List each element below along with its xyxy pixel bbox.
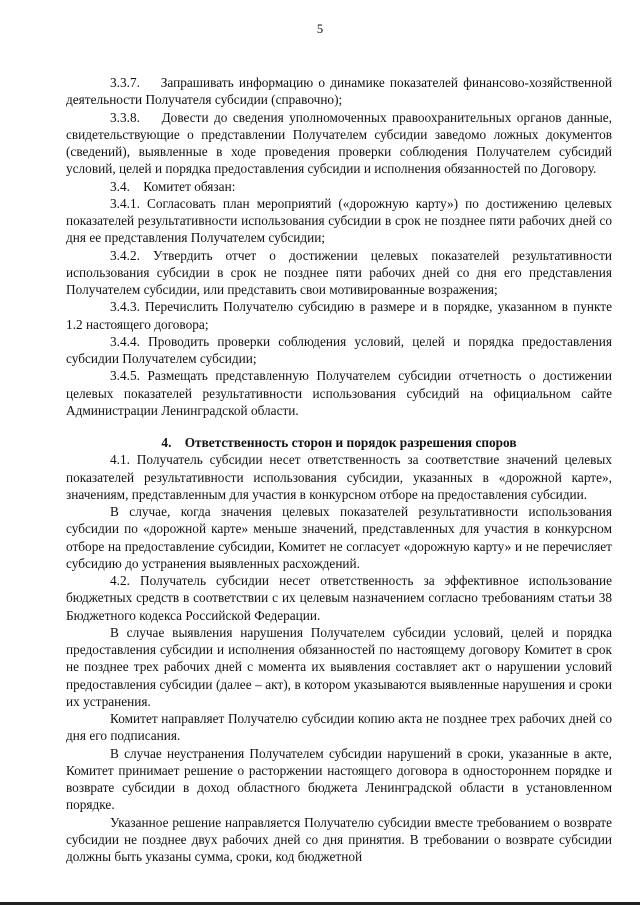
- paragraph-3-3-8: 3.3.8. Довести до сведения уполномоченных правоохранительных органов данные, свидетельствующие о представлении Получателем субсидии заведомо ложных документов (сведений), выявленные в ходе проведения проверки соблюдения Получателем субсидий условий, целей и порядка предоставления субсидии и исполнения обязанностей по Договору.: [66, 109, 612, 177]
- paragraph-4-1: 4.1. Получатель субсидии несет ответственность за соответствие значений целевых показателей результативности использования субсидии, указанных в «дорожной карте», значениям, представленным для участия в конкурсном отборе на предоставления субсидии.: [66, 452, 612, 502]
- paragraph-4-2-violation: В случае выявления нарушения Получателем субсидии условий, целей и порядка предоставления субсидии и исполнения обязанностей по настоящему договору Комитет в срок не позднее трех рабочих дней с момента их выявления составляет акт о нарушении условий предоставления субсидии (далее – акт), в котором указываются выявленные нарушения и сроки их устранения.: [66, 624, 612, 709]
- document-body: [66, 74, 612, 865]
- page-number: 5: [316, 22, 324, 36]
- paragraph-4-2-termination: В случае неустранения Получателем субсидии нарушений в сроки, указанные в акте, Комитет принимает решение о расторжении настоящего договора в одностороннем порядке и возврате субсидии в доход областного бюджета Ленинградской области в установленном порядке.: [66, 745, 612, 813]
- paragraph-3-3-7: 3.3.7. Запрашивать информацию о динамике показателей финансово-хозяйственной деятельности Получателя субсидии (справочно);: [66, 75, 612, 108]
- paragraph-4-2: 4.2. Получатель субсидии несет ответственность за эффективное использование бюджетных средств в соответствии с их целевым назначением согласно требованиям статьи 38 Бюджетного кодекса Российской Федерации.: [66, 573, 612, 623]
- paragraph-3-4: 3.4. Комитет обязан:: [110, 178, 236, 194]
- paragraph-3-4-1: 3.4.1. Согласовать план мероприятий («дорожную карту») по достижению целевых показателей результативности использования субсидии в срок не позднее пяти рабочих дней со дня ее представления Получателем субсидии;: [66, 195, 612, 246]
- paragraph-3-4-4: 3.4.4. Проводить проверки соблюдения условий, целей и порядка предоставления субсидии Получателем субсидии;: [66, 333, 612, 366]
- paragraph-4-1-mismatch: В случае, когда значения целевых показателей результативности использования субсидии по «дорожной карте» меньше значений, представленных для участия в конкурсном отборе на предоставление субсидии, Комитет не согласует «дорожную карту» и не перечисляет субсидию до устранения выявленных расхождений.: [66, 504, 612, 571]
- paragraph-3-4-2: 3.4.2. Утвердить отчет о достижении целевых показателей результативности использования субсидии в срок не позднее пяти рабочих дней со дня его представления Получателем субсидии, или представить свои мотивированные возражения;: [66, 247, 612, 297]
- paragraph-4-2-refund-demand: Указанное решение направляется Получателю субсидии вместе требованием о возврате субсидии не позднее двух рабочих дней со дня принятия. В требовании о возврате субсидии должны быть указаны сумма, сроки, код бюджетной: [66, 814, 612, 864]
- paragraph-3-4-3: 3.4.3. Перечислить Получателю субсидию в размере и в порядке, указанном в пункте 1.2 настоящего договора;: [66, 299, 612, 332]
- paragraph-4-2-act-copy: Комитет направляет Получателю субсидии копию акта не позднее трех рабочих дней со дня его подписания.: [66, 711, 612, 744]
- paragraph-3-4-5: 3.4.5. Размещать представленную Получателем субсидии отчетность о достижении целевых показателей результативности использования субсидий на официальном сайте Администрации Ленинградской области.: [66, 368, 612, 418]
- section-heading-4: 4. Ответственность сторон и порядок разрешения споров: [161, 435, 517, 450]
